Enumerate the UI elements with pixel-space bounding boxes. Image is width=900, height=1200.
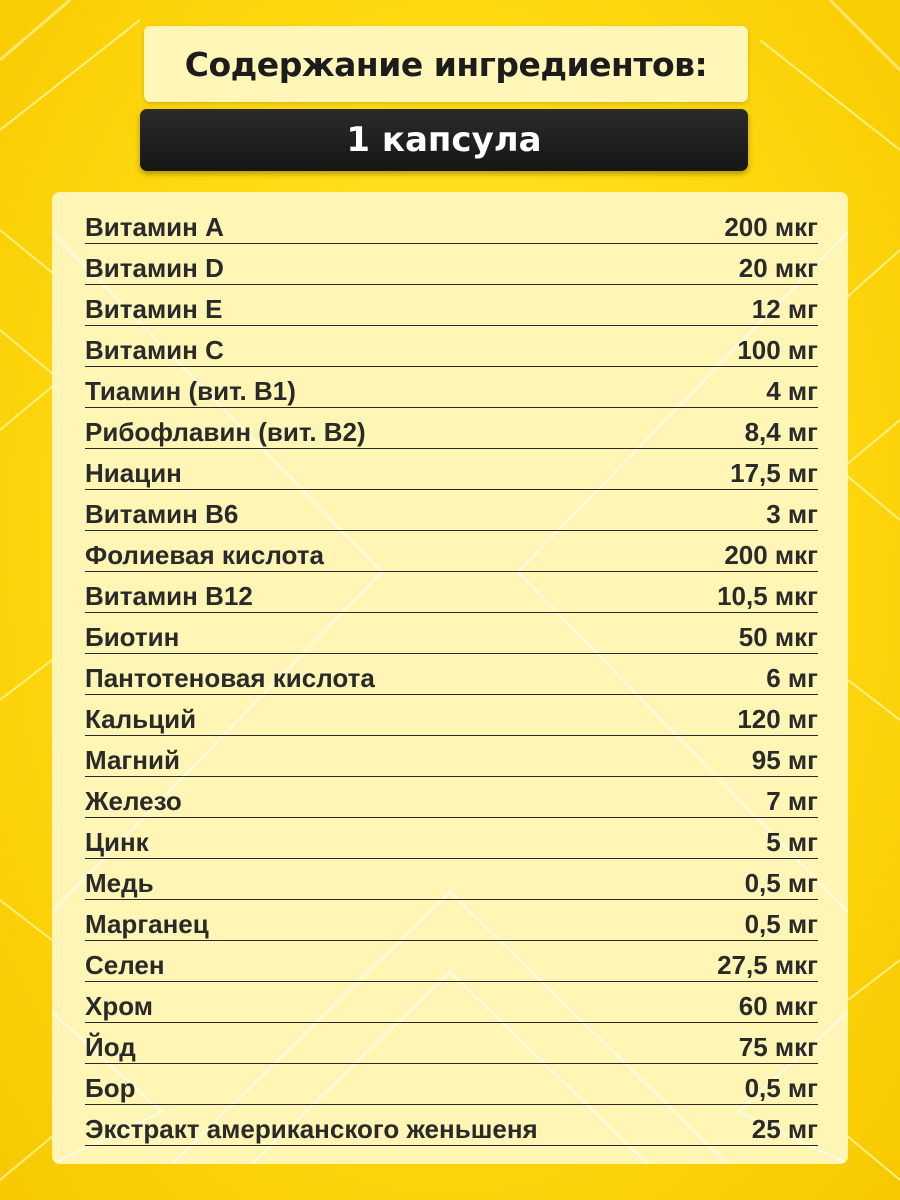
ingredient-amount: 0,5 мг <box>744 868 818 898</box>
list-item <box>85 490 818 531</box>
ingredient-name: Витамин D <box>85 253 224 283</box>
ingredient-amount: 60 мкг <box>738 991 818 1021</box>
ingredient-name: Марганец <box>85 909 209 939</box>
ingredient-amount: 12 мг <box>751 294 818 324</box>
ingredient-amount: 17,5 мг <box>730 458 818 488</box>
ingredient-amount: 75 мкг <box>738 1032 818 1062</box>
list-item <box>85 654 818 695</box>
ingredient-name: Цинк <box>85 827 149 857</box>
ingredient-name: Экстракт американского женьшеня <box>85 1114 538 1144</box>
list-item <box>85 982 818 1023</box>
ingredient-name: Магний <box>85 745 180 775</box>
list-item <box>85 367 818 408</box>
list-item <box>85 777 818 818</box>
list-item <box>85 900 818 941</box>
list-item <box>85 449 818 490</box>
ingredient-name: Кальций <box>85 704 197 734</box>
list-item <box>85 1064 818 1105</box>
ingredients-panel <box>52 192 848 1164</box>
title-box <box>144 26 748 102</box>
ingredient-amount: 100 мг <box>737 335 818 365</box>
list-item <box>85 285 818 326</box>
ingredient-amount: 25 мг <box>751 1114 818 1144</box>
ingredient-name: Витамин В6 <box>85 499 239 529</box>
ingredient-name: Пантотеновая кислота <box>85 663 375 693</box>
ingredient-amount: 10,5 мкг <box>717 581 818 611</box>
list-item <box>85 736 818 777</box>
ingredient-amount: 50 мкг <box>738 622 818 652</box>
list-item <box>85 1105 818 1146</box>
ingredient-amount: 6 мг <box>766 663 818 693</box>
ingredient-name: Витамин В12 <box>85 581 253 611</box>
ingredient-name: Рибофлавин (вит. В2) <box>85 417 366 447</box>
list-item <box>85 531 818 572</box>
ingredient-name: Витамин Е <box>85 294 223 324</box>
list-item <box>85 1023 818 1064</box>
ingredient-amount: 27,5 мкг <box>717 950 818 980</box>
ingredient-amount: 200 мкг <box>724 540 818 570</box>
list-item <box>85 859 818 900</box>
ingredient-name: Медь <box>85 868 154 898</box>
ingredient-name: Витамин С <box>85 335 224 365</box>
page-title: Содержание ингредиентов: <box>184 44 708 84</box>
ingredient-name: Железо <box>85 786 182 816</box>
ingredient-amount: 0,5 мг <box>744 909 818 939</box>
list-item <box>85 326 818 367</box>
list-item <box>85 203 818 244</box>
ingredient-amount: 4 мг <box>766 376 818 406</box>
ingredient-name: Тиамин (вит. В1) <box>85 376 296 406</box>
ingredient-amount: 95 мг <box>751 745 818 775</box>
list-item <box>85 244 818 285</box>
serving-size-label: 1 капсула <box>346 120 542 160</box>
list-item <box>85 408 818 449</box>
ingredient-amount: 5 мг <box>766 827 818 857</box>
list-item <box>85 941 818 982</box>
ingredient-amount: 8,4 мг <box>744 417 818 447</box>
ingredient-name: Селен <box>85 950 165 980</box>
ingredient-amount: 0,5 мг <box>744 1073 818 1103</box>
ingredients-list <box>85 203 818 1146</box>
ingredient-amount: 7 мг <box>766 786 818 816</box>
ingredient-name: Ниацин <box>85 458 182 488</box>
ingredient-name: Йод <box>85 1032 136 1062</box>
ingredient-amount: 20 мкг <box>738 253 818 283</box>
list-item <box>85 818 818 859</box>
ingredient-amount: 200 мкг <box>724 212 818 242</box>
ingredient-name: Биотин <box>85 622 180 652</box>
ingredient-amount: 120 мг <box>737 704 818 734</box>
ingredient-name: Витамин А <box>85 212 224 242</box>
ingredient-name: Фолиевая кислота <box>85 540 324 570</box>
ingredient-amount: 3 мг <box>766 499 818 529</box>
ingredient-name: Хром <box>85 991 153 1021</box>
list-item <box>85 695 818 736</box>
serving-size-bar <box>140 109 748 171</box>
list-item <box>85 572 818 613</box>
ingredient-name: Бор <box>85 1073 136 1103</box>
list-item <box>85 613 818 654</box>
